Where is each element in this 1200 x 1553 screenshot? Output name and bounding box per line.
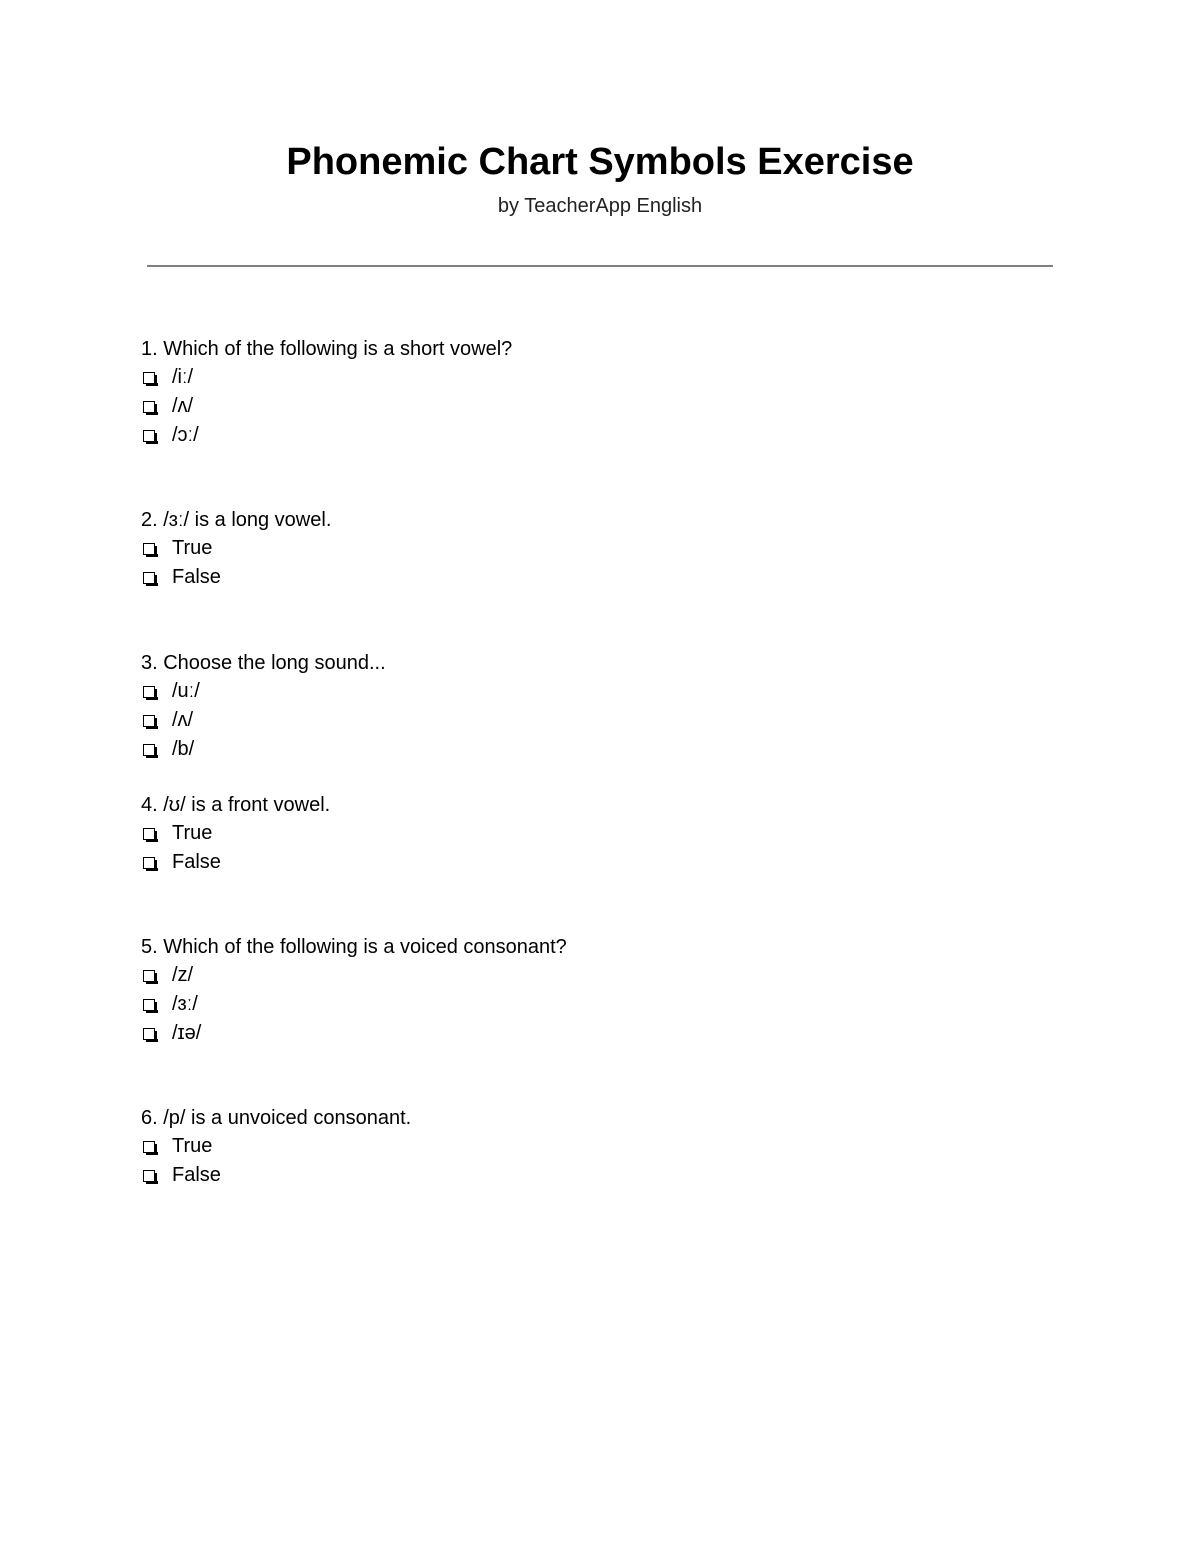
checkbox-icon[interactable] — [143, 686, 155, 698]
answer-option[interactable] — [141, 534, 1061, 563]
answer-option[interactable] — [141, 1019, 1061, 1048]
answer-option[interactable] — [141, 1161, 1061, 1190]
question-text: 4. /ʊ/ is a front vowel. — [141, 794, 331, 816]
option-label: True — [172, 537, 213, 559]
option-label: /ɔː/ — [172, 424, 199, 446]
option-label: False — [172, 851, 221, 873]
option-label: False — [172, 1164, 221, 1186]
answer-option[interactable] — [141, 819, 1061, 848]
option-label: /b/ — [172, 738, 195, 760]
question-4 — [141, 791, 1061, 877]
option-label: /ʌ/ — [172, 395, 194, 417]
answer-option[interactable] — [141, 563, 1061, 592]
checkbox-icon[interactable] — [143, 828, 155, 840]
question-2 — [141, 506, 1061, 592]
option-label: False — [172, 566, 221, 588]
question-1 — [141, 335, 1061, 450]
question-text: 1. Which of the following is a short vowel? — [141, 338, 513, 360]
question-5 — [141, 933, 1061, 1048]
answer-option[interactable] — [141, 392, 1061, 421]
question-text: 2. /ɜː/ is a long vowel. — [141, 509, 332, 531]
answer-option[interactable] — [141, 990, 1061, 1019]
page-subtitle: by TeacherApp English — [497, 195, 703, 217]
answer-option[interactable] — [141, 421, 1061, 450]
checkbox-icon[interactable] — [143, 372, 155, 384]
answer-option[interactable] — [141, 1132, 1061, 1161]
checkbox-icon[interactable] — [143, 572, 155, 584]
checkbox-icon[interactable] — [143, 715, 155, 727]
checkbox-icon[interactable] — [143, 1141, 155, 1153]
question-text: 5. Which of the following is a voiced consonant? — [141, 936, 567, 958]
option-label: /iː/ — [172, 366, 194, 388]
checkbox-icon[interactable] — [143, 401, 155, 413]
checkbox-icon[interactable] — [143, 999, 155, 1011]
checkbox-icon[interactable] — [143, 543, 155, 555]
answer-option[interactable] — [141, 961, 1061, 990]
option-label: /z/ — [172, 964, 194, 986]
checkbox-icon[interactable] — [143, 1170, 155, 1182]
checkbox-icon[interactable] — [143, 430, 155, 442]
question-text: 6. /p/ is a unvoiced consonant. — [141, 1107, 412, 1129]
option-label: /uː/ — [172, 680, 200, 702]
option-label: True — [172, 822, 213, 844]
option-label: /ɪə/ — [172, 1022, 202, 1044]
answer-option[interactable] — [141, 677, 1061, 706]
question-6 — [141, 1104, 1061, 1190]
option-label: /ʌ/ — [172, 709, 194, 731]
question-text: 3. Choose the long sound... — [141, 652, 386, 674]
checkbox-icon[interactable] — [143, 857, 155, 869]
answer-option[interactable] — [141, 735, 1061, 764]
checkbox-icon[interactable] — [143, 744, 155, 756]
title-divider — [147, 265, 1053, 267]
option-label: True — [172, 1135, 213, 1157]
question-3 — [141, 649, 1061, 764]
answer-option[interactable] — [141, 363, 1061, 392]
checkbox-icon[interactable] — [143, 970, 155, 982]
answer-option[interactable] — [141, 848, 1061, 877]
page-title: Phonemic Chart Symbols Exercise — [286, 141, 914, 183]
answer-option[interactable] — [141, 706, 1061, 735]
option-label: /ɜː/ — [172, 993, 198, 1015]
checkbox-icon[interactable] — [143, 1028, 155, 1040]
